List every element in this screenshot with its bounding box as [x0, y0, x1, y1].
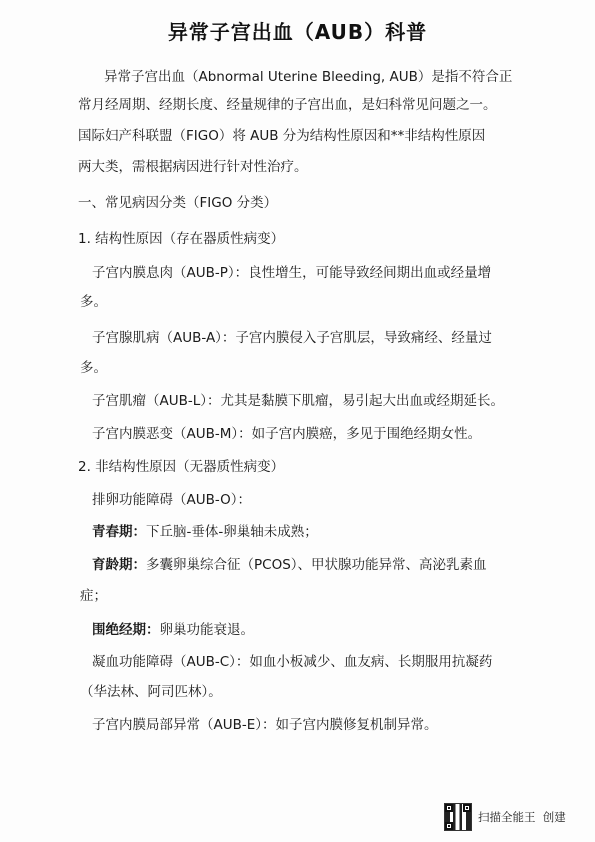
puberty-label: 青春期：	[92, 524, 146, 540]
intro-line-1: 异常子宫出血（Abnormal Uterine Bleeding, AUB）是指不符合正	[104, 69, 513, 85]
intro-line-4: 两大类，需根据病因进行针对性治疗。	[78, 159, 308, 175]
reproductive-line	[92, 555, 487, 575]
structural-heading: 1. 结构性原因（存在器质性病变）	[78, 231, 285, 247]
structural-line-3: 子宫腺肌病（AUB-A）：子宫内膜侵入子宫肌层，导致痛经、经量过	[92, 330, 492, 346]
structural-line-2: 多。	[80, 294, 107, 310]
perimenopause-line	[92, 620, 254, 640]
intro-line-2: 常月经周期、经期长度、经量规律的子宫出血，是妇科常见问题之一。	[78, 97, 497, 113]
structural-line-1: 子宫内膜息肉（AUB-P）：良性增生，可能导致经间期出血或经量增	[92, 265, 492, 281]
puberty-line	[92, 522, 318, 542]
scanner-watermark	[444, 802, 566, 832]
coagulation-line-2: （华法林、阿司匹林）。	[80, 684, 222, 700]
intro-line-3: 国际妇产科联盟（FIGO）将 AUB 分为结构性原因和**非结构性原因	[78, 128, 486, 144]
scanner-text: 扫描全能王 创建	[478, 810, 566, 824]
qr-code-icon	[444, 803, 472, 831]
reproductive-cont: 症；	[80, 588, 107, 604]
reproductive-label: 育龄期：	[92, 557, 146, 573]
section-heading: 一、常见病因分类（FIGO 分类）	[78, 195, 278, 211]
perimenopause-label: 围绝经期：	[92, 622, 160, 638]
reproductive-text: 多囊卵巢综合征（PCOS）、甲状腺功能异常、高泌乳素血	[146, 557, 487, 573]
document-title: 异常子宫出血（AUB）科普	[167, 20, 428, 44]
structural-line-5: 子宫肌瘤（AUB-L）：尤其是黏膜下肌瘤，易引起大出血或经期延长。	[92, 393, 505, 409]
puberty-text: 下丘脑-垂体-卵巢轴未成熟；	[146, 524, 318, 540]
coagulation-line-1: 凝血功能障碍（AUB-C）：如血小板减少、血友病、长期服用抗凝药	[92, 654, 493, 670]
perimenopause-text: 卵巢功能衰退。	[159, 622, 254, 638]
structural-line-4: 多。	[80, 360, 107, 376]
nonstructural-heading: 2. 非结构性原因（无器质性病变）	[78, 459, 285, 475]
endometrial-line: 子宫内膜局部异常（AUB-E）：如子宫内膜修复机制异常。	[92, 717, 438, 733]
structural-line-6: 子宫内膜恶变（AUB-M）：如子宫内膜癌，多见于围绝经期女性。	[92, 426, 482, 442]
ovulatory-heading: 排卵功能障碍（AUB-O）：	[92, 492, 252, 508]
